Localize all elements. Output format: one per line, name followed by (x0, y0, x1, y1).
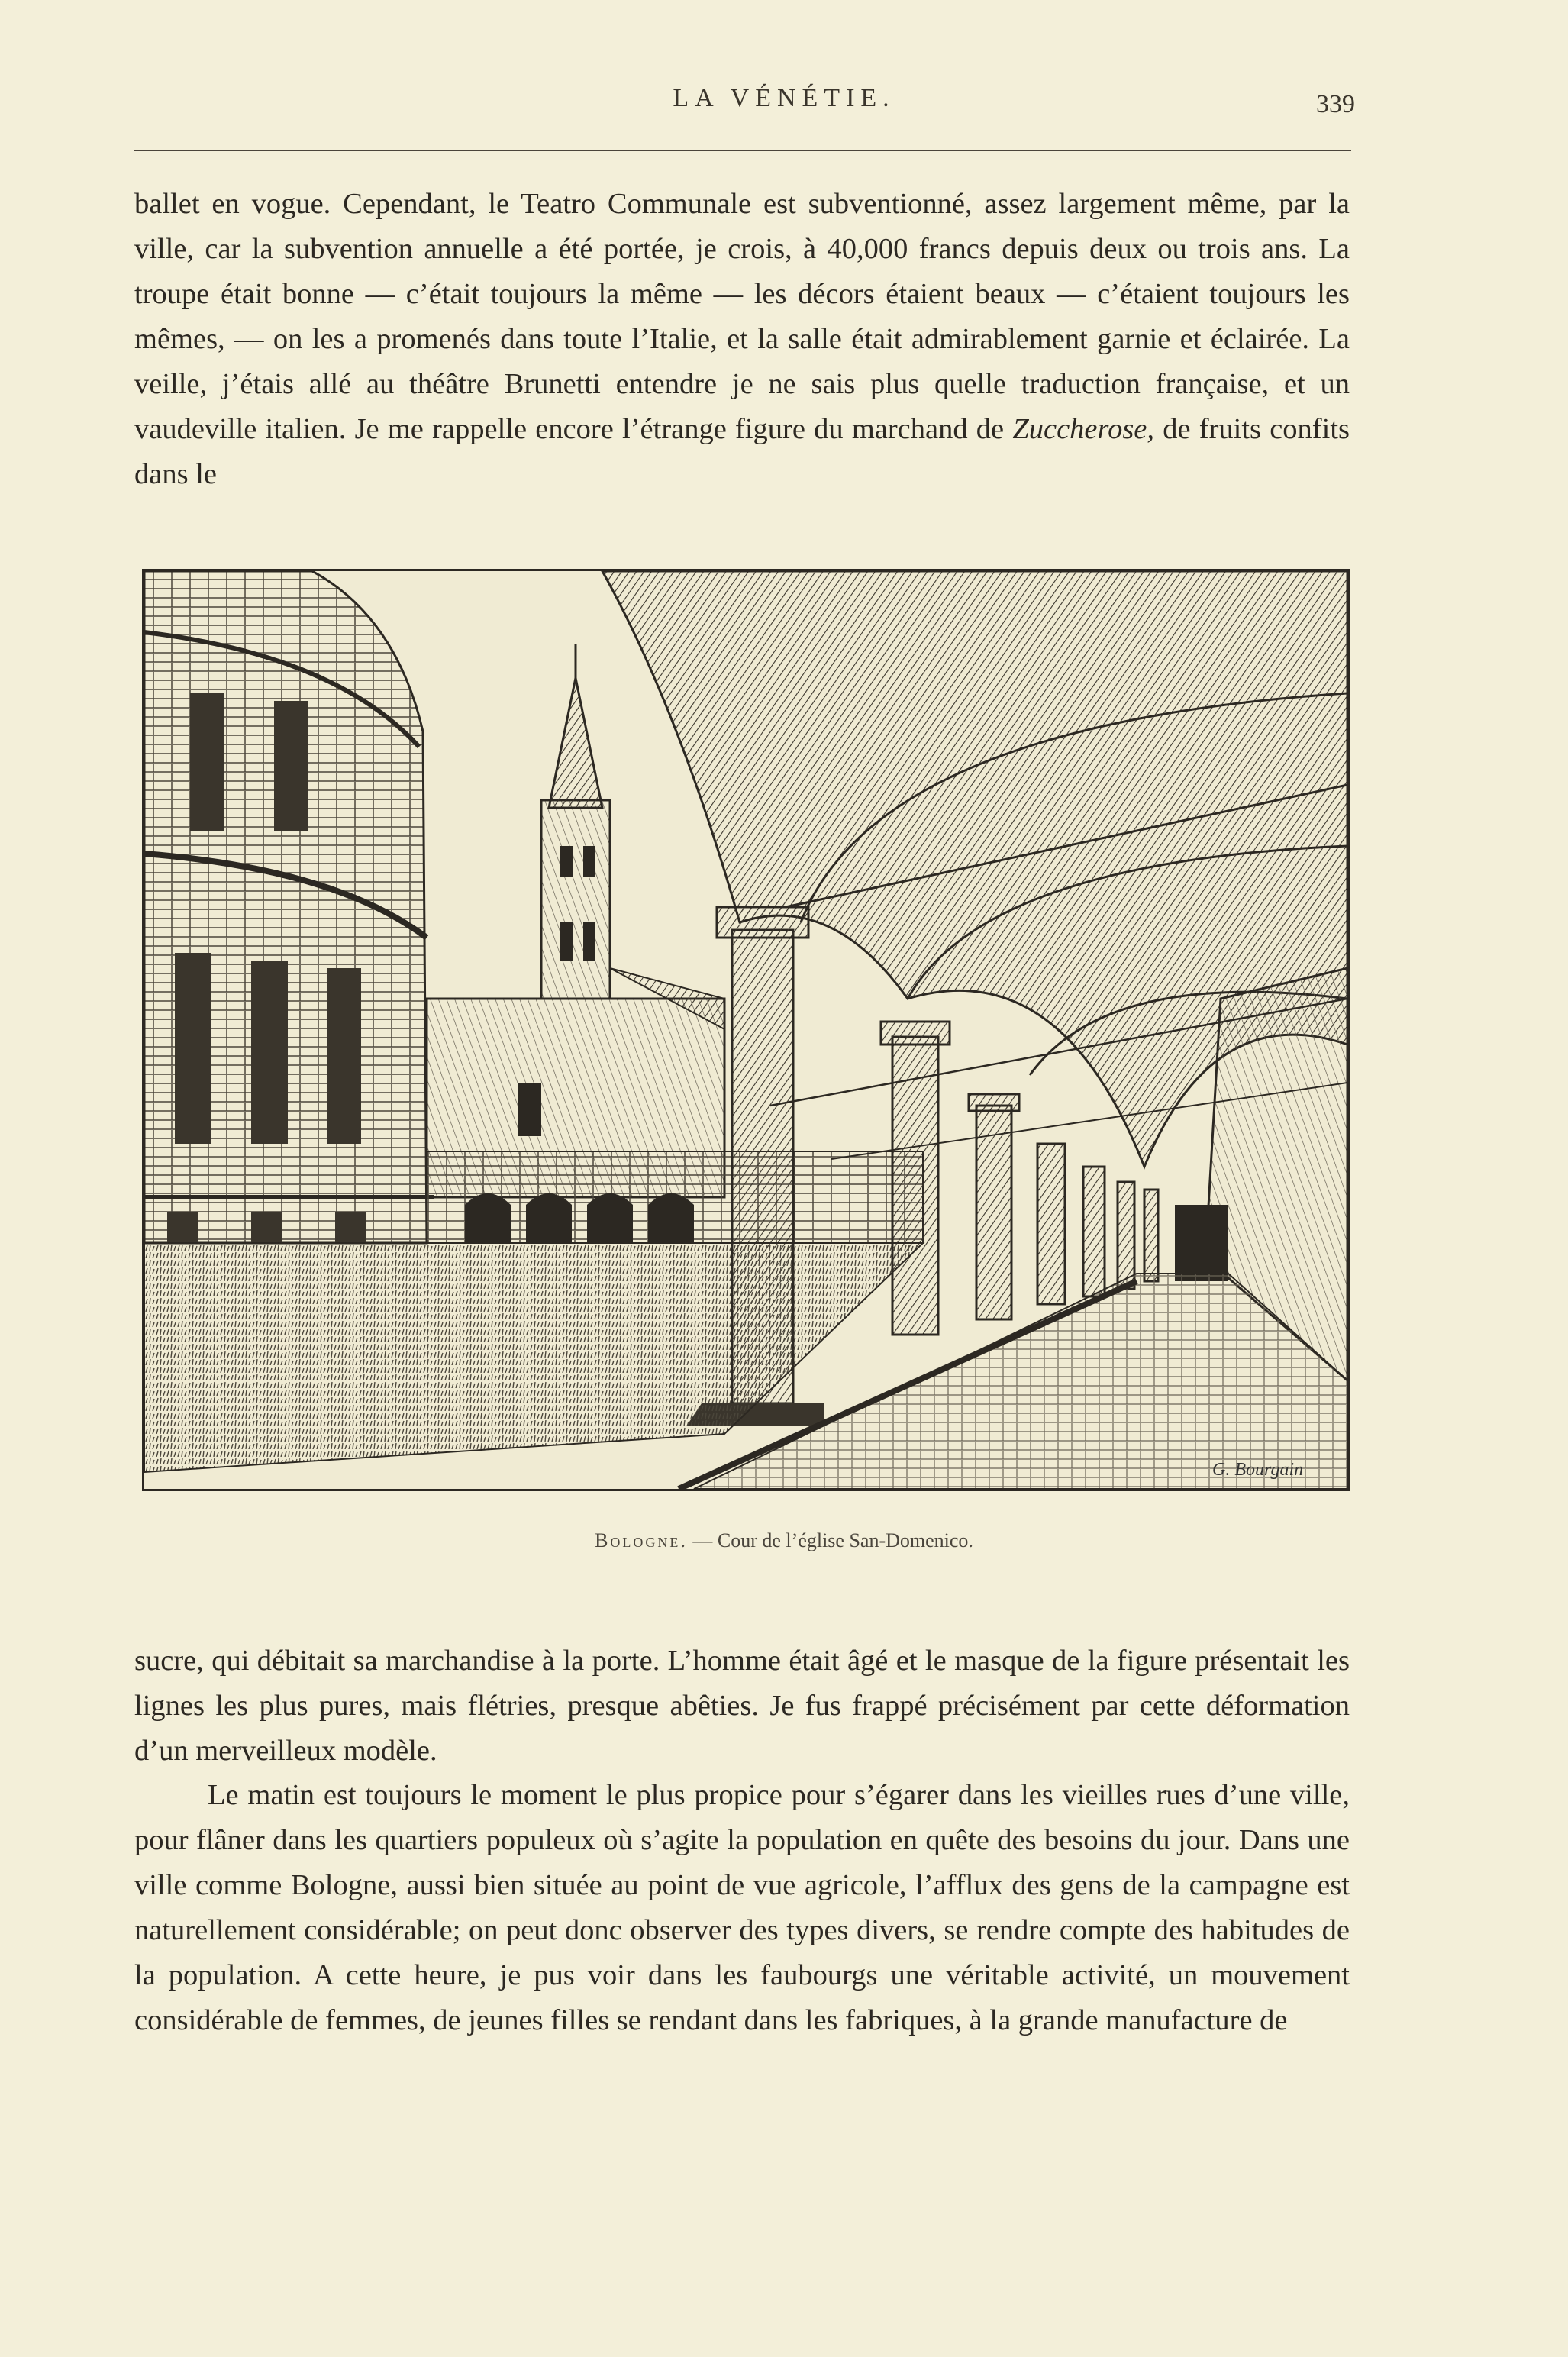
paragraph-top (134, 182, 1350, 497)
engraving-illustration (142, 569, 1350, 1491)
caption-separator: — (687, 1529, 718, 1551)
paragraph-top-italic: Zuccherose, (1012, 413, 1155, 445)
page-number: 339 (1316, 90, 1355, 118)
running-header: LA VÉNÉTIE. (673, 84, 895, 112)
paragraph-bottom-2: Le matin est toujours le moment le plus propice pour s’égarer dans les vieilles rues d’une ville, pour flâner dans les quartiers populeux où s’agite la population en quête des besoins du jour. Dans une ville comme Bologne, aussi bien située au point de vue agricole, l’afflux des gens de la campagne est naturellement considérable; on peut donc observer des types divers, se rendre compte des habitudes de la population. A cette heure, je pus voir dans les faubourgs une véritable activité, un mouvement considérable de femmes, de jeunes filles se rendant dans les fabriques, à la grande manufacture de (134, 1779, 1350, 2036)
caption-text: Cour de l’église San-Domenico. (717, 1529, 973, 1551)
illustration-caption (0, 1529, 1568, 1552)
paragraph-bottom-1: sucre, qui débitait sa marchandise à la porte. L’homme était âgé et le masque de la figure présentait les lignes les plus pures, mais flétries, presque abêties. Je fus frappé précisément par cette déformation d’un merveilleux modèle. (134, 1645, 1350, 1767)
paragraph-top-end: de fruits confits dans le (134, 413, 1350, 490)
caption-place: Bologne. (595, 1529, 688, 1551)
engraving-drawing (144, 571, 1347, 1489)
header-rule (134, 150, 1351, 151)
paragraph-top-text: ballet en vogue. Cependant, le Teatro Communale est subventionné, assez largement même, par la ville, car la subvention annuelle a été portée, je crois, à 40,000 francs depuis deux ou trois ans. La troupe était bonne — c’était toujours la même — les décors étaient beaux — c’étaient toujours les mêmes, — on les a promenés dans toute l’Italie, et la salle était admirablement garnie et éclairée. La veille, j’étais allé au théâtre Brunetti entendre je ne sais plus quelle traduction française, et un vaudeville italien. Je me rappelle encore l’étrange figure du marchand de (134, 188, 1350, 445)
artist-signature: G. Bourgain (1212, 1460, 1304, 1480)
